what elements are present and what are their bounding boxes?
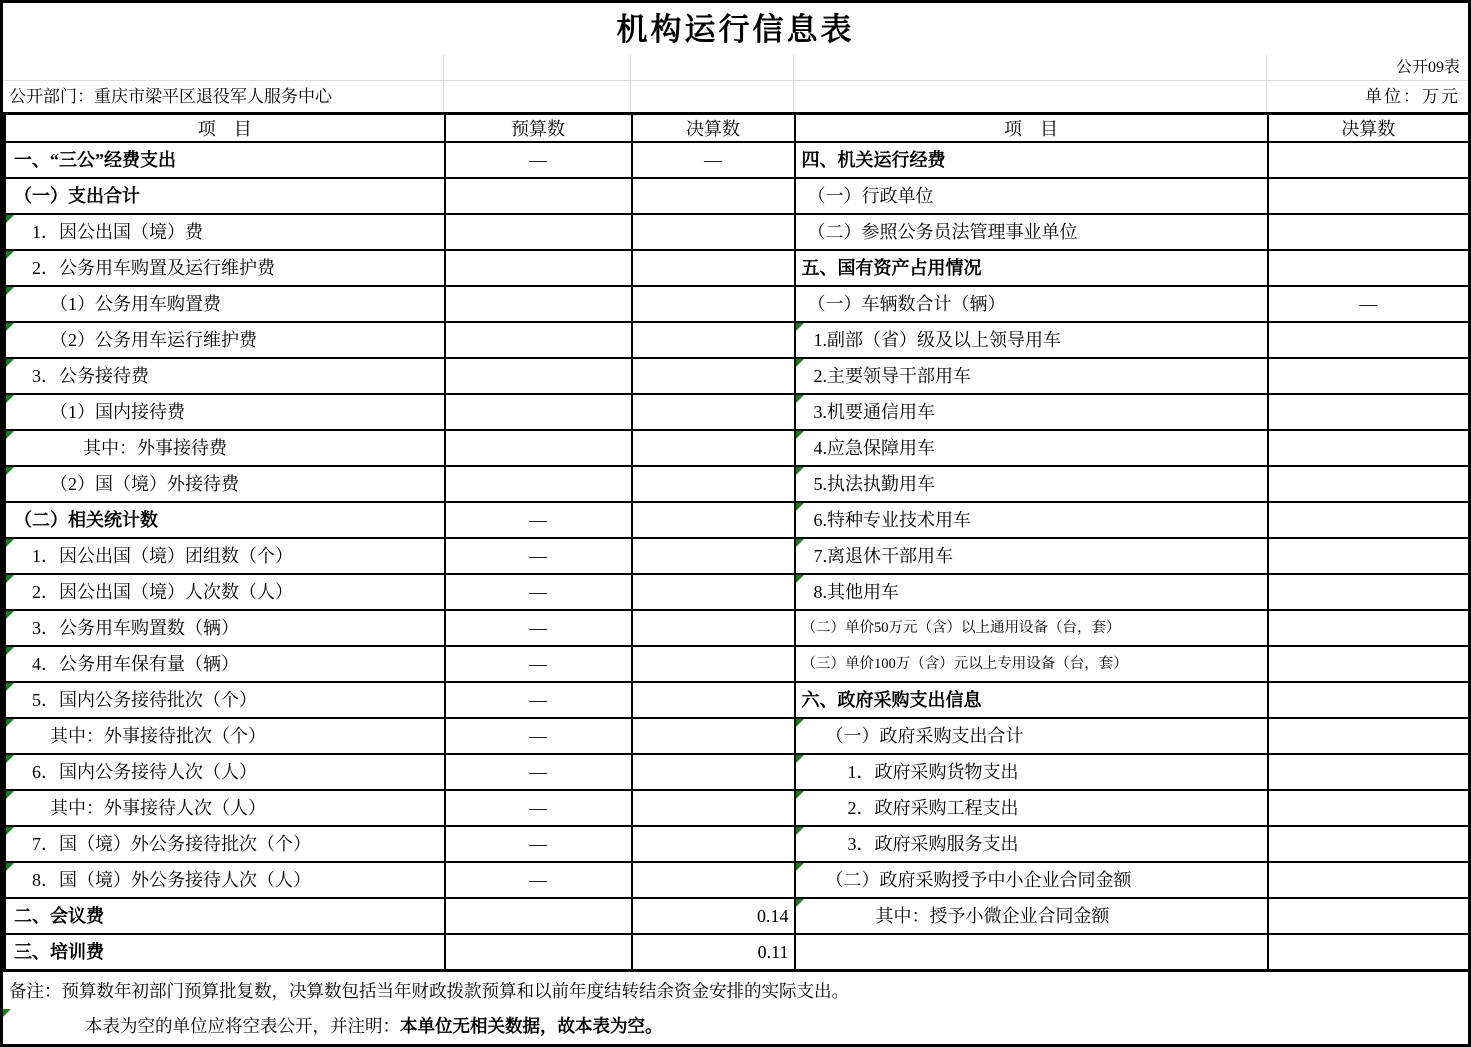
final-value-cell-left xyxy=(632,826,795,862)
final-value-cell-right xyxy=(1268,430,1470,466)
flag-triangle-icon xyxy=(6,251,14,259)
item-cell-right xyxy=(795,862,1268,898)
item-cell-right xyxy=(795,466,1268,502)
final-value-cell-right xyxy=(1268,826,1470,862)
budget-value-cell xyxy=(445,250,632,286)
final-value-cell-right xyxy=(1268,682,1470,718)
flag-triangle-icon xyxy=(796,575,804,583)
item-label: 1．因公出国（境）团组数（个） xyxy=(32,546,293,566)
flag-triangle-icon xyxy=(796,503,804,511)
table-row xyxy=(5,178,1470,214)
item-label: （一）支出合计 xyxy=(14,186,140,206)
item-label: 其中：外事接待人次（人） xyxy=(50,798,266,818)
item-label: （二）参照公务员法管理事业单位 xyxy=(807,222,1078,242)
item-label: 2.主要领导干部用车 xyxy=(813,366,971,386)
flag-triangle-icon xyxy=(3,1009,11,1017)
item-cell-right xyxy=(795,610,1268,646)
final-value-cell-left xyxy=(632,286,795,322)
item-cell-right xyxy=(795,286,1268,322)
budget-value-cell xyxy=(445,214,632,250)
flag-triangle-icon xyxy=(796,359,804,367)
item-cell-left xyxy=(5,214,445,250)
item-cell-right xyxy=(795,682,1268,718)
final-value-cell-right xyxy=(1268,718,1470,754)
item-cell-left xyxy=(5,286,445,322)
table-row xyxy=(5,682,1470,718)
final-value-cell-left xyxy=(632,214,795,250)
table-row xyxy=(5,790,1470,826)
flag-triangle-icon xyxy=(6,431,14,439)
item-label: 六、政府采购支出信息 xyxy=(801,690,982,710)
flag-triangle-icon xyxy=(796,431,804,439)
item-cell-left xyxy=(5,754,445,790)
final-value-cell-right xyxy=(1268,214,1470,250)
flag-triangle-icon xyxy=(796,395,804,403)
budget-value-cell: — xyxy=(445,826,632,862)
flag-triangle-icon xyxy=(6,647,14,655)
final-value-cell-right xyxy=(1268,610,1470,646)
item-label: 1.副部（省）级及以上领导用车 xyxy=(813,330,1061,350)
final-value-cell-right xyxy=(1268,934,1470,971)
flag-triangle-icon xyxy=(796,791,804,799)
item-cell-left xyxy=(5,718,445,754)
flag-triangle-icon xyxy=(6,287,14,295)
flag-triangle-icon xyxy=(796,539,804,547)
table-row xyxy=(5,322,1470,358)
item-label: 2．政府采购工程支出 xyxy=(847,798,1019,818)
item-cell-right xyxy=(795,574,1268,610)
table-row xyxy=(5,394,1470,430)
item-cell-left xyxy=(5,430,445,466)
flag-triangle-icon xyxy=(6,359,14,367)
header-final-left: 决算数 xyxy=(632,114,795,143)
item-label: （2）公务用车运行维护费 xyxy=(50,330,257,350)
item-cell-right xyxy=(795,322,1268,358)
budget-value-cell: — xyxy=(445,862,632,898)
budget-value-cell: — xyxy=(445,790,632,826)
item-label: 7．国（境）外公务接待批次（个） xyxy=(32,834,311,854)
flag-triangle-icon xyxy=(6,863,14,871)
item-cell-left xyxy=(5,790,445,826)
item-label: 5.执法执勤用车 xyxy=(813,474,935,494)
item-label: 3．公务接待费 xyxy=(32,366,149,386)
item-label: 其中：外事接待批次（个） xyxy=(50,726,266,746)
item-label: 三、培训费 xyxy=(14,942,104,962)
final-value-cell-right xyxy=(1268,250,1470,286)
item-cell-left xyxy=(5,862,445,898)
table-row xyxy=(5,646,1470,682)
budget-value-cell xyxy=(445,358,632,394)
item-label: 7.离退休干部用车 xyxy=(813,546,953,566)
item-label: 8.其他用车 xyxy=(813,582,899,602)
item-cell-right xyxy=(795,538,1268,574)
item-cell-right xyxy=(795,250,1268,286)
final-value-cell-left xyxy=(632,718,795,754)
item-label: 五、国有资产占用情况 xyxy=(801,258,982,278)
item-label: 1．因公出国（境）费 xyxy=(32,222,203,242)
table-row xyxy=(5,466,1470,502)
final-value-cell-right xyxy=(1268,178,1470,214)
item-label: （二）单价50万元（含）以上通用设备（台，套） xyxy=(801,620,1121,636)
table-row xyxy=(5,754,1470,790)
info-table xyxy=(3,112,1471,972)
table-row xyxy=(5,898,1470,934)
department-row xyxy=(3,81,1468,112)
item-cell-right xyxy=(795,142,1268,178)
budget-value-cell: — xyxy=(445,574,632,610)
budget-value-cell xyxy=(445,322,632,358)
final-value-cell-left xyxy=(632,502,795,538)
flag-triangle-icon xyxy=(6,323,14,331)
flag-triangle-icon xyxy=(796,827,804,835)
flag-triangle-icon xyxy=(6,683,14,691)
final-value-cell-right xyxy=(1268,466,1470,502)
flag-triangle-icon xyxy=(796,719,804,727)
item-label: 6.特种专业技术用车 xyxy=(813,510,971,530)
final-value-cell-right xyxy=(1268,538,1470,574)
flag-triangle-icon xyxy=(796,899,804,907)
budget-value-cell: — xyxy=(445,610,632,646)
table-row xyxy=(5,826,1470,862)
final-value-cell-left: 0.14 xyxy=(632,898,795,934)
table-row xyxy=(5,538,1470,574)
table-row xyxy=(5,214,1470,250)
final-value-cell-right xyxy=(1268,358,1470,394)
item-cell-right xyxy=(795,934,1268,971)
item-cell-right xyxy=(795,718,1268,754)
budget-value-cell xyxy=(445,466,632,502)
flag-triangle-icon xyxy=(6,611,14,619)
item-label: （一）政府采购支出合计 xyxy=(825,726,1024,746)
item-cell-left xyxy=(5,466,445,502)
budget-value-cell xyxy=(445,934,632,971)
item-cell-right xyxy=(795,754,1268,790)
budget-value-cell: — xyxy=(445,646,632,682)
final-value-cell-left xyxy=(632,682,795,718)
form-code: 公开09表 xyxy=(1395,59,1460,76)
item-cell-right xyxy=(795,646,1268,682)
table-row xyxy=(5,250,1470,286)
header-row xyxy=(5,114,1470,143)
note-line-2-bold: 本单位无相关数据，故本表为空。 xyxy=(400,1016,663,1036)
budget-value-cell: — xyxy=(445,682,632,718)
final-value-cell-right xyxy=(1268,790,1470,826)
flag-triangle-icon xyxy=(6,719,14,727)
final-value-cell-right xyxy=(1268,502,1470,538)
flag-triangle-icon xyxy=(796,755,804,763)
final-value-cell-right xyxy=(1268,646,1470,682)
final-value-cell-left xyxy=(632,178,795,214)
budget-value-cell xyxy=(445,286,632,322)
item-label: 其中：授予小微企业合同金额 xyxy=(875,906,1110,926)
final-value-cell-right xyxy=(1268,862,1470,898)
final-value-cell-right xyxy=(1268,898,1470,934)
item-cell-right xyxy=(795,502,1268,538)
item-cell-left xyxy=(5,646,445,682)
flag-triangle-icon xyxy=(6,467,14,475)
flag-triangle-icon xyxy=(6,395,14,403)
item-cell-right xyxy=(795,826,1268,862)
note-line-2 xyxy=(3,1009,1468,1045)
item-cell-left xyxy=(5,142,445,178)
budget-value-cell: — xyxy=(445,142,632,178)
budget-value-cell: — xyxy=(445,538,632,574)
final-value-cell-left xyxy=(632,466,795,502)
flag-triangle-icon xyxy=(6,827,14,835)
final-value-cell-left xyxy=(632,754,795,790)
table-header xyxy=(5,114,1470,143)
item-cell-right xyxy=(795,214,1268,250)
flag-triangle-icon xyxy=(6,539,14,547)
final-value-cell-right xyxy=(1268,574,1470,610)
item-cell-left xyxy=(5,538,445,574)
budget-value-cell xyxy=(445,898,632,934)
pre-header-area xyxy=(3,55,1468,112)
item-cell-right xyxy=(795,430,1268,466)
item-label: （三）单价100万（含）元以上专用设备（台，套） xyxy=(801,656,1128,672)
header-budget: 预算数 xyxy=(445,114,632,143)
flag-triangle-icon xyxy=(796,467,804,475)
item-label: （1）公务用车购置费 xyxy=(50,294,221,314)
final-value-cell-left xyxy=(632,322,795,358)
final-value-cell-left xyxy=(632,862,795,898)
item-cell-left xyxy=(5,898,445,934)
item-label: （2）国（境）外接待费 xyxy=(50,474,239,494)
final-value-cell-right: — xyxy=(1268,286,1470,322)
item-label: 3．公务用车购置数（辆） xyxy=(32,618,239,638)
header-item-left: 项 目 xyxy=(5,114,445,143)
table-row xyxy=(5,286,1470,322)
flag-triangle-icon xyxy=(6,215,14,223)
item-label: 四、机关运行经费 xyxy=(801,150,946,170)
table-row xyxy=(5,718,1470,754)
item-cell-right xyxy=(795,898,1268,934)
final-value-cell-left xyxy=(632,538,795,574)
item-label: （一）行政单位 xyxy=(807,186,934,206)
final-value-cell-left: — xyxy=(632,142,795,178)
item-label: （一）车辆数合计（辆） xyxy=(807,294,1006,314)
flag-triangle-icon xyxy=(796,863,804,871)
flag-triangle-icon xyxy=(6,791,14,799)
header-final-right: 决算数 xyxy=(1268,114,1470,143)
table-row xyxy=(5,142,1470,178)
final-value-cell-left xyxy=(632,358,795,394)
item-label: 3．政府采购服务支出 xyxy=(847,834,1019,854)
item-label: 二、会议费 xyxy=(14,906,104,926)
item-label: 8．国（境）外公务接待人次（人） xyxy=(32,870,311,890)
item-cell-left xyxy=(5,358,445,394)
table-row xyxy=(5,358,1470,394)
table-body xyxy=(5,142,1470,971)
final-value-cell-left xyxy=(632,394,795,430)
final-value-cell-left xyxy=(632,790,795,826)
budget-value-cell xyxy=(445,394,632,430)
department-label: 公开部门：重庆市梁平区退役军人服务中心 xyxy=(9,87,332,106)
item-cell-left xyxy=(5,502,445,538)
unit-label: 单位：万元 xyxy=(1365,87,1460,106)
item-cell-left xyxy=(5,826,445,862)
note-line-1: 备注：预算数年初部门预算批复数，决算数包括当年财政拨款预算和以前年度结转结余资金安排的实际支出。 xyxy=(9,981,849,1001)
final-value-cell-left xyxy=(632,574,795,610)
flag-triangle-icon xyxy=(6,755,14,763)
item-cell-left xyxy=(5,682,445,718)
item-cell-left xyxy=(5,322,445,358)
table-row xyxy=(5,502,1470,538)
item-cell-left xyxy=(5,250,445,286)
note-line-2-normal: 本表为空的单位应将空表公开，并注明： xyxy=(85,1016,400,1036)
item-cell-left xyxy=(5,574,445,610)
item-cell-left xyxy=(5,178,445,214)
item-label: 5．国内公务接待批次（个） xyxy=(32,690,257,710)
item-label: 6．国内公务接待人次（人） xyxy=(32,762,257,782)
final-value-cell-right xyxy=(1268,322,1470,358)
item-label: 4.应急保障用车 xyxy=(813,438,935,458)
flag-triangle-icon xyxy=(796,323,804,331)
table-row xyxy=(5,934,1470,971)
item-cell-left xyxy=(5,610,445,646)
budget-value-cell: — xyxy=(445,754,632,790)
flag-triangle-icon xyxy=(6,575,14,583)
form-code-row xyxy=(3,55,1468,81)
table-row xyxy=(5,574,1470,610)
final-value-cell-right xyxy=(1268,754,1470,790)
final-value-cell-right xyxy=(1268,142,1470,178)
item-label: 2．因公出国（境）人次数（人） xyxy=(32,582,293,602)
item-label: 一、“三公”经费支出 xyxy=(14,150,176,170)
budget-value-cell xyxy=(445,178,632,214)
item-label: （1）国内接待费 xyxy=(50,402,185,422)
item-label: 2．公务用车购置及运行维护费 xyxy=(32,258,275,278)
table-row xyxy=(5,430,1470,466)
item-label: 其中：外事接待费 xyxy=(83,438,227,458)
budget-value-cell: — xyxy=(445,502,632,538)
header-item-right: 项 目 xyxy=(795,114,1268,143)
table-row xyxy=(5,610,1470,646)
final-value-cell-left xyxy=(632,610,795,646)
final-value-cell-right xyxy=(1268,394,1470,430)
item-cell-left xyxy=(5,394,445,430)
item-label: （二）相关统计数 xyxy=(14,510,158,530)
item-cell-right xyxy=(795,358,1268,394)
budget-value-cell: — xyxy=(445,718,632,754)
item-cell-right xyxy=(795,178,1268,214)
final-value-cell-left xyxy=(632,250,795,286)
page-title: 机构运行信息表 xyxy=(616,12,855,47)
item-label: 4．公务用车保有量（辆） xyxy=(32,654,239,674)
item-cell-left xyxy=(5,934,445,971)
final-value-cell-left: 0.11 xyxy=(632,934,795,971)
item-cell-right xyxy=(795,790,1268,826)
item-label: 1．政府采购货物支出 xyxy=(847,762,1019,782)
final-value-cell-left xyxy=(632,646,795,682)
item-cell-right xyxy=(795,394,1268,430)
item-label: （二）政府采购授予中小企业合同金额 xyxy=(825,870,1132,890)
item-label: 3.机要通信用车 xyxy=(813,402,935,422)
table-row xyxy=(5,862,1470,898)
final-value-cell-left xyxy=(632,430,795,466)
budget-value-cell xyxy=(445,430,632,466)
